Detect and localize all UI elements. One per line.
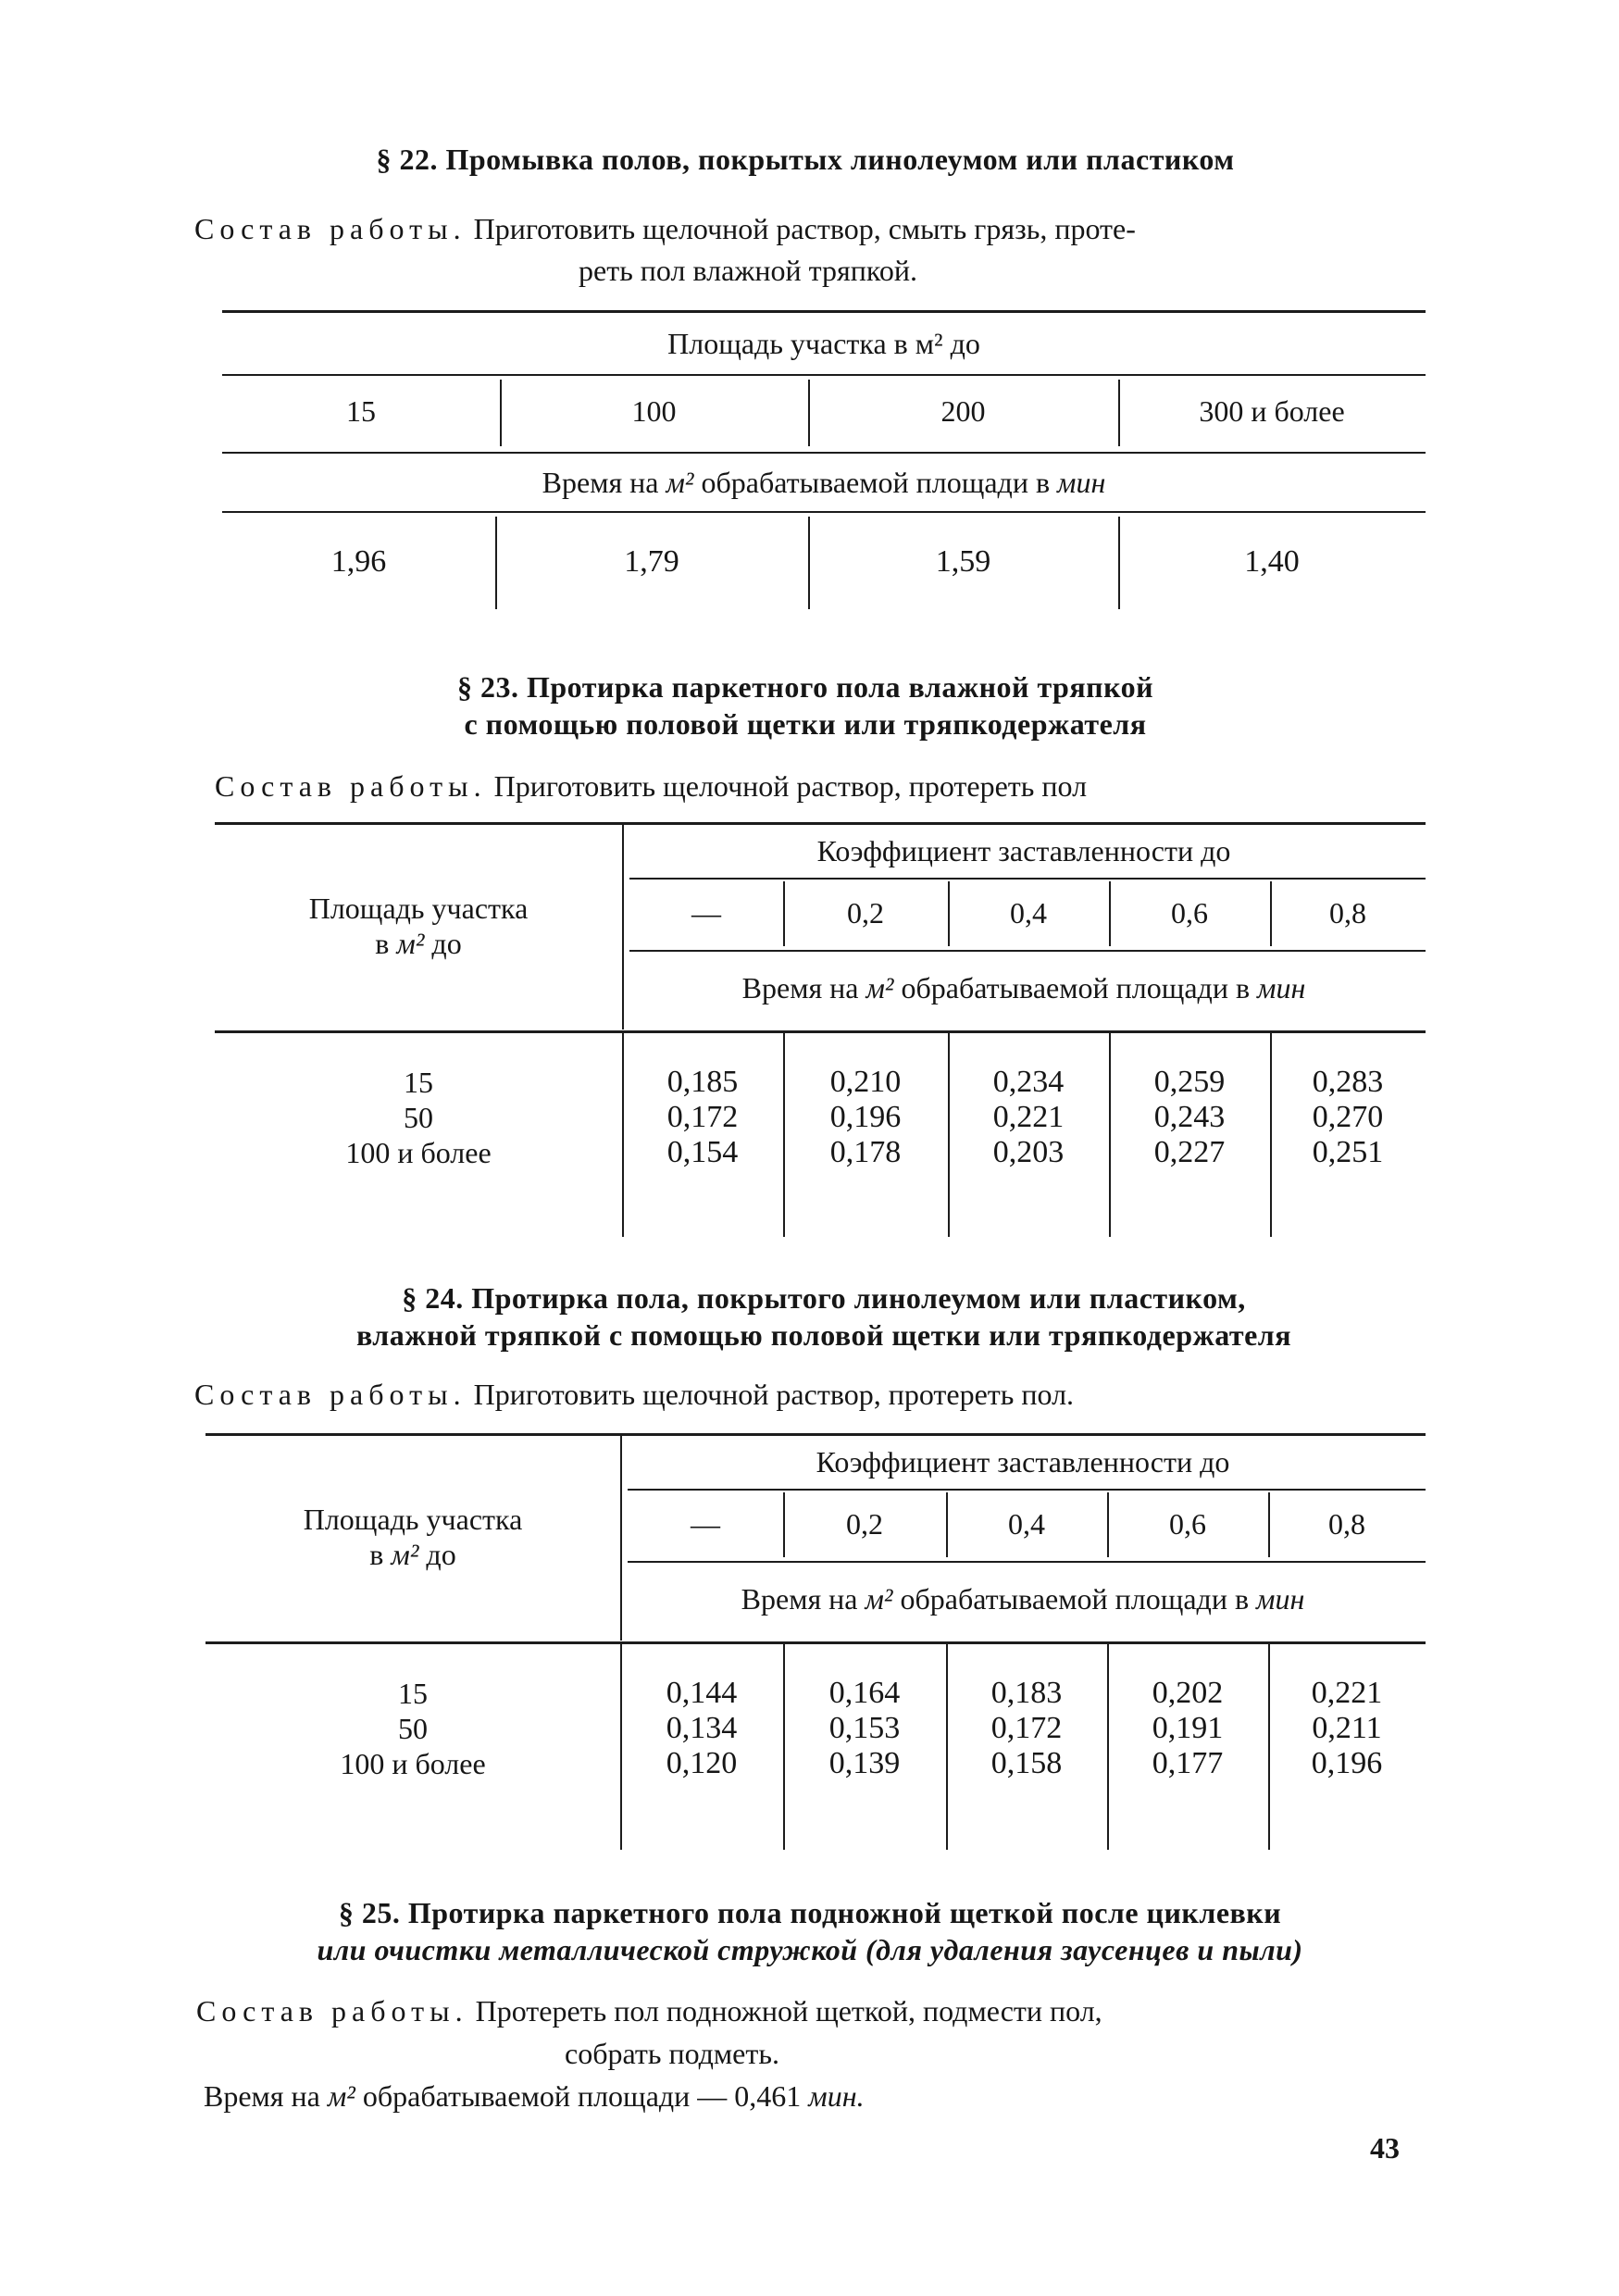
table-rule: [205, 1641, 1426, 1644]
section-24-composition: [194, 1376, 1426, 1413]
s22-area-header: Площадь участка в м² до: [667, 327, 980, 360]
s24-column: [946, 1676, 1107, 1781]
section-25-time-norm: [204, 2078, 865, 2115]
title-line: влажной тряпкой с помощью половой щетки или тряпкодержателя: [355, 1318, 1292, 1352]
unit-m2: м²: [666, 466, 694, 499]
section-25-composition: [196, 1992, 1437, 2029]
table-rule: [222, 374, 1426, 376]
row-label: 15: [404, 1066, 433, 1099]
s24-column: [620, 1676, 783, 1781]
composition-text-line1: Протереть пол подножной щеткой, подмести пол,: [475, 1994, 1102, 2028]
s23-column: [622, 1065, 783, 1170]
table-rule: [215, 822, 1426, 825]
area-label-line: Площадь участка: [308, 892, 529, 925]
s22-time-header: [222, 465, 1426, 500]
s24-time-header: [620, 1581, 1426, 1616]
section-22-composition-line2: реть пол влажной тряпкой.: [579, 254, 917, 287]
table-cell: 0,251: [1312, 1135, 1384, 1169]
s23-coef-header: Коэффициент заставленности до: [816, 834, 1231, 867]
area-label-line: [205, 1537, 620, 1572]
s23-column: [1270, 1065, 1426, 1170]
table-cell: 0,259: [1153, 1065, 1226, 1099]
section-23-title: [278, 668, 1333, 742]
s24-column: [783, 1676, 946, 1781]
section-22-title: § 22. Промывка полов, покрытых линолеумом или пластиком: [376, 143, 1235, 176]
area-label-text: в: [369, 1538, 384, 1571]
table-cell: 0,234: [992, 1065, 1065, 1099]
s22-area-value: 200: [940, 394, 986, 428]
composition-label: Состав работы.: [194, 1378, 467, 1411]
time-header-text: Время на: [741, 1582, 858, 1616]
table-rule: [629, 950, 1426, 952]
title-line: § 23. Протирка паркетного пола влажной тряпкой: [456, 670, 1154, 704]
s23-coef-value: 0,8: [1329, 896, 1366, 930]
s22-time-value: 1,79: [624, 544, 679, 579]
title-line: с помощью половой щетки или тряпкодержателя: [464, 707, 1147, 741]
s24-row-labels: [205, 1676, 620, 1781]
s22-area-value: 15: [346, 394, 376, 428]
table-cell: 0,164: [828, 1676, 901, 1710]
table-cell: 0,134: [666, 1711, 738, 1745]
table-cell: 0,120: [666, 1746, 738, 1780]
time-header-text: обрабатываемой площади в: [900, 1582, 1250, 1616]
s23-coef-value: 0,2: [847, 896, 884, 930]
table-cell: 0,185: [666, 1065, 739, 1099]
table-cell: 0,158: [990, 1746, 1063, 1780]
unit-m2: м²: [391, 1538, 419, 1571]
s22-time-value: 1,59: [935, 544, 991, 579]
title-line: или очистки металлической стружкой (для удаления заусенцев и пыли): [317, 1933, 1303, 1966]
unit-min: мин: [1256, 1582, 1305, 1616]
time-header-text: обрабатываемой площади в: [701, 466, 1051, 499]
title-line: § 25. Протирка паркетного пола подножной щеткой после циклевки: [338, 1896, 1282, 1929]
time-header-text: обрабатываемой площади в: [901, 971, 1251, 1004]
unit-min: мин: [1057, 466, 1106, 499]
row-label: 100 и более: [345, 1136, 492, 1169]
unit-m2: м²: [866, 971, 894, 1004]
s22-time-value: 1,96: [330, 544, 387, 579]
s24-area-label: [205, 1502, 620, 1572]
table-rule: [222, 310, 1426, 313]
s24-coef-value: 0,8: [1328, 1507, 1365, 1541]
row-label: 50: [404, 1101, 433, 1134]
unit-min: мин.: [808, 2079, 865, 2113]
table-cell: 0,196: [1311, 1746, 1383, 1780]
time-header-text: Время на: [741, 971, 859, 1004]
s23-time-header: [622, 970, 1426, 1005]
s23-column: [783, 1065, 948, 1170]
composition-label: Состав работы.: [196, 1994, 468, 2028]
table-cell: 0,172: [666, 1100, 739, 1134]
unit-m2: м²: [396, 927, 425, 960]
page-number: 43: [1370, 2131, 1400, 2165]
table-rule: [628, 1489, 1426, 1491]
section-24-title: [222, 1279, 1426, 1354]
table-cell: 0,210: [829, 1065, 902, 1099]
s23-coef-value: 0,6: [1171, 896, 1208, 930]
table-cell: 0,172: [990, 1711, 1063, 1745]
time-text: обрабатываемой площади — 0,461: [362, 2079, 802, 2113]
unit-min: мин: [1257, 971, 1306, 1004]
section-23-composition: [215, 767, 1418, 805]
area-label-text: до: [431, 927, 462, 960]
composition-text-line1: Приготовить щелочной раствор, смыть грязь, проте-: [473, 212, 1136, 245]
table-cell: 0,221: [1311, 1676, 1383, 1710]
table-cell: 0,177: [1152, 1746, 1224, 1780]
table-cell: 0,154: [666, 1135, 739, 1169]
table-cell: 0,178: [829, 1135, 902, 1169]
table-cell: 0,183: [990, 1676, 1063, 1710]
s23-coef-value: 0,4: [1010, 896, 1047, 930]
table-cell: 0,191: [1152, 1711, 1224, 1745]
table-rule: [215, 1030, 1426, 1033]
table-cell: 0,243: [1153, 1100, 1226, 1134]
area-label-line: Площадь участка: [303, 1503, 523, 1536]
s24-coef-value: 0,2: [846, 1507, 883, 1541]
row-label: 100 и более: [340, 1747, 486, 1780]
s23-column: [948, 1065, 1109, 1170]
s22-area-value: 300 и более: [1199, 394, 1345, 428]
s24-coef-value: 0,6: [1169, 1507, 1206, 1541]
table-cell: 0,196: [829, 1100, 902, 1134]
row-label: 15: [398, 1677, 428, 1710]
time-text: Время на: [204, 2079, 320, 2113]
s24-column: [1107, 1676, 1268, 1781]
area-label-line: [215, 926, 622, 961]
composition-label: Состав работы.: [215, 769, 487, 803]
unit-m2: м²: [865, 1582, 893, 1616]
table-cell: 0,144: [666, 1676, 738, 1710]
unit-m2: м²: [327, 2079, 355, 2113]
section-25-composition-line2: собрать подметь.: [565, 2037, 779, 2070]
s24-coef-value: 0,4: [1008, 1507, 1045, 1541]
area-label-text: в: [375, 927, 390, 960]
s24-column: [1268, 1676, 1426, 1781]
table-cell: 0,153: [828, 1711, 901, 1745]
table-cell: 0,203: [992, 1135, 1065, 1169]
table-rule: [628, 1561, 1426, 1563]
table-cell: 0,227: [1153, 1135, 1226, 1169]
row-label: 50: [398, 1712, 428, 1745]
table-rule: [222, 511, 1426, 513]
table-cell: 0,283: [1312, 1065, 1384, 1099]
table-rule: [222, 452, 1426, 454]
section-22-composition: [194, 210, 1435, 247]
composition-text: Приготовить щелочной раствор, протереть пол: [493, 769, 1088, 803]
table-cell: 0,202: [1152, 1676, 1224, 1710]
s22-time-value: 1,40: [1244, 544, 1300, 579]
composition-text: Приготовить щелочной раствор, протереть пол.: [473, 1378, 1075, 1411]
s23-column: [1109, 1065, 1270, 1170]
table-rule: [629, 878, 1426, 880]
s24-coef-value: —: [691, 1507, 720, 1541]
table-cell: 0,211: [1312, 1711, 1382, 1745]
s23-area-label: [215, 891, 622, 961]
section-25-title: [185, 1894, 1435, 1968]
table-rule: [205, 1433, 1426, 1436]
area-label-text: до: [426, 1538, 456, 1571]
table-cell: 0,270: [1312, 1100, 1384, 1134]
table-cell: 0,221: [992, 1100, 1065, 1134]
title-line: § 24. Протирка пола, покрытого линолеумом или пластиком,: [402, 1281, 1246, 1315]
time-header-text: Время на: [542, 466, 659, 499]
composition-label: Состав работы.: [194, 212, 467, 245]
s24-coef-header: Коэффициент заставленности до: [816, 1445, 1230, 1479]
s23-row-labels: [215, 1065, 622, 1170]
table-cell: 0,139: [828, 1746, 901, 1780]
s23-coef-value: —: [691, 896, 721, 930]
s22-area-value: 100: [631, 394, 677, 428]
